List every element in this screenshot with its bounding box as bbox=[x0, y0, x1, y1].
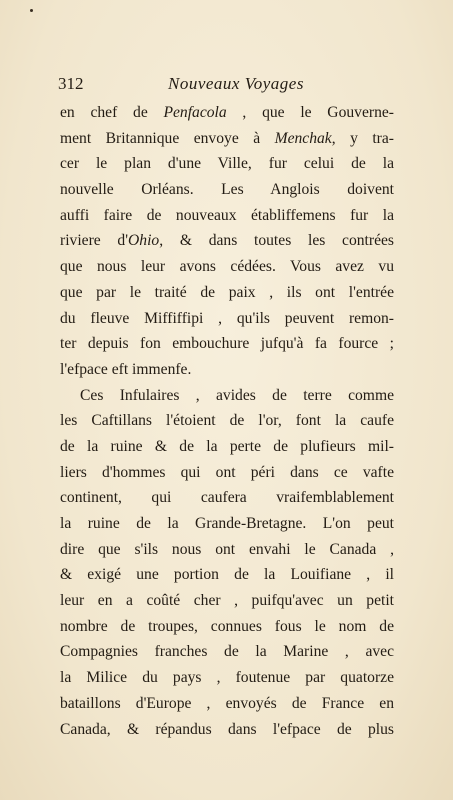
text-run: , y tra- bbox=[331, 129, 394, 147]
text-run: Compagnies franches de la Marine , avec bbox=[60, 643, 394, 661]
text-line bbox=[60, 151, 394, 177]
text-line bbox=[60, 126, 394, 152]
ink-speck bbox=[30, 9, 33, 12]
page-header bbox=[58, 74, 388, 96]
italic-term: Penfacola bbox=[163, 104, 227, 121]
text-line bbox=[60, 511, 394, 537]
italic-term: Ohio bbox=[128, 232, 160, 250]
text-run: & exigé une portion de la Louifiane , il bbox=[60, 566, 394, 584]
text-run: cer le plan d'une Ville, fur celui de la bbox=[60, 155, 394, 173]
text-run: bataillons d'Europe , envoyés de France en bbox=[60, 694, 394, 712]
text-run: la Milice du pays , foutenue par quatorze bbox=[60, 669, 394, 687]
text-run: leur en a coûté cher , puifqu'avec un petit bbox=[60, 592, 394, 610]
text-line bbox=[60, 306, 394, 332]
text-line bbox=[60, 485, 394, 511]
text-run: du fleuve Miffiffipi , qu'ils peuvent remon- bbox=[60, 309, 394, 327]
text-run: liers d'hommes qui ont péri dans ce vafte bbox=[60, 463, 394, 481]
text-run: continent, qui caufera vraifemblablement bbox=[60, 489, 394, 507]
text-line bbox=[60, 100, 394, 126]
text-line bbox=[60, 665, 394, 691]
text-run: dire que s'ils nous ont envahi le Canada , bbox=[60, 540, 394, 558]
text-run: , que le Gouverne- bbox=[226, 104, 394, 121]
text-line bbox=[60, 537, 394, 563]
text-run: Canada, & répandus dans l'efpace de plus bbox=[60, 720, 394, 738]
text-run: que nous leur avons cédées. Vous avez vu bbox=[60, 258, 394, 276]
text-line bbox=[60, 203, 394, 229]
text-run: que par le traité de paix , ils ont l'entrée bbox=[60, 283, 394, 301]
text-line bbox=[60, 408, 394, 434]
text-line bbox=[60, 434, 394, 460]
text-run: la ruine de la Grande-Bretagne. L'on peut bbox=[60, 515, 394, 532]
italic-term: Menchak bbox=[274, 129, 332, 147]
text-line bbox=[60, 228, 394, 254]
text-line bbox=[60, 639, 394, 665]
text-run: l'efpace eft immenfe. bbox=[60, 360, 192, 378]
text-run: nouvelle Orléans. Les Anglois doivent bbox=[60, 181, 394, 199]
text-line bbox=[60, 280, 394, 306]
text-run: , & dans toutes les contrées bbox=[159, 232, 394, 250]
text-line bbox=[60, 562, 394, 588]
text-line bbox=[60, 460, 394, 486]
text-run: nombre de troupes, connues fous le nom de bbox=[60, 617, 394, 635]
text-line bbox=[60, 588, 394, 614]
text-run: Ces Infulaires , avides de terre comme bbox=[80, 386, 394, 404]
text-run: en chef de bbox=[60, 104, 164, 121]
running-title: Nouveaux Voyages bbox=[168, 74, 304, 93]
text-run: ment Britannique envoye à bbox=[60, 129, 275, 147]
text-run: de la ruine & de la perte de plufieurs mil- bbox=[60, 437, 394, 455]
text-line bbox=[60, 331, 394, 357]
body-text bbox=[60, 100, 394, 742]
text-line bbox=[60, 691, 394, 717]
text-line bbox=[60, 383, 394, 409]
text-line bbox=[60, 177, 394, 203]
text-line bbox=[60, 357, 394, 383]
text-run: les Caftillans l'étoient de l'or, font la caufe bbox=[60, 412, 394, 430]
text-run: riviere d' bbox=[60, 232, 129, 250]
text-line bbox=[60, 614, 394, 640]
page-number: 312 bbox=[58, 74, 84, 93]
text-line bbox=[60, 717, 394, 743]
text-run: ter depuis fon embouchure jufqu'à fa fource ; bbox=[60, 335, 394, 353]
text-line bbox=[60, 254, 394, 280]
text-run: auffi faire de nouveaux établiffemens fur la bbox=[60, 206, 394, 224]
